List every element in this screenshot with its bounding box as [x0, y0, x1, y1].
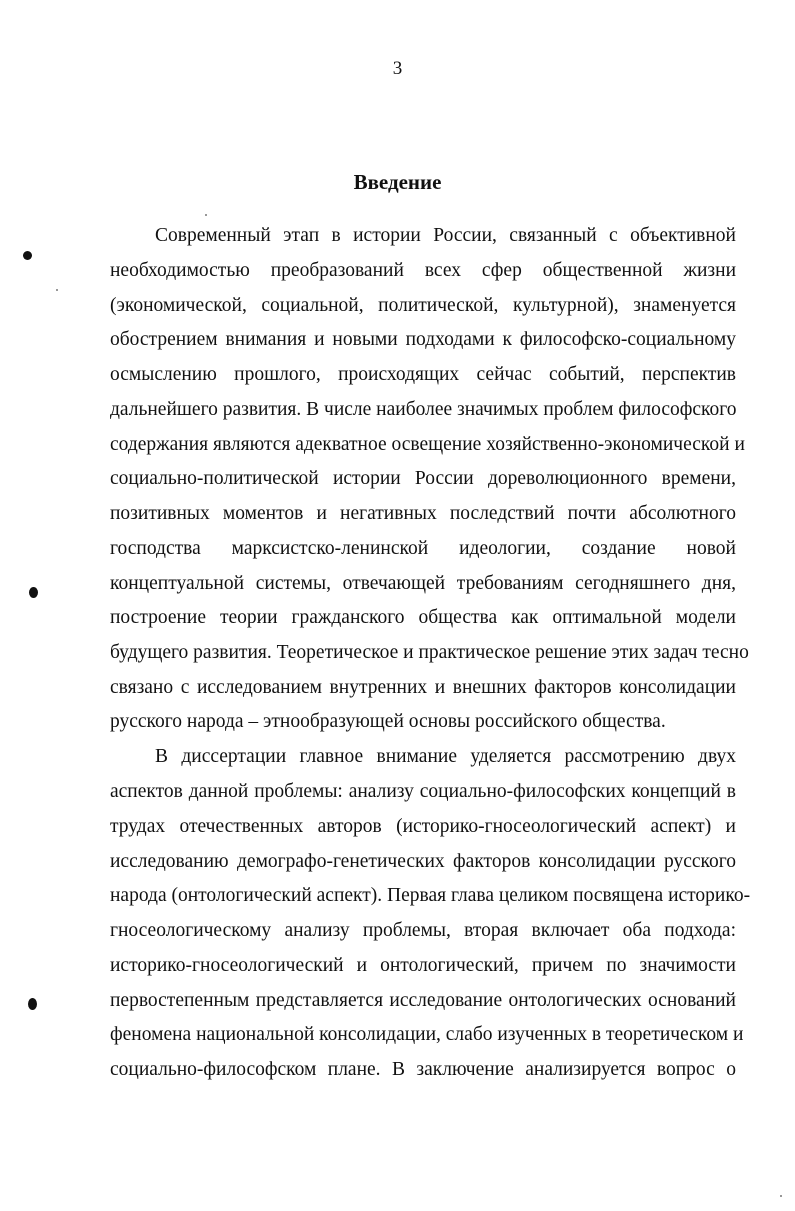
text-line: господства марксистско-ленинской идеологии, создание новой	[110, 538, 736, 559]
scan-speck	[56, 289, 58, 291]
text-line: связано с исследованием внутренних и внешних факторов консолидации	[110, 677, 736, 698]
text-line: исследованию демографо-генетических факторов консолидации русского	[110, 851, 736, 872]
text-line: историко-гносеологический и онтологический, причем по значимости	[110, 955, 736, 976]
text-line: построение теории гражданского общества как оптимальной модели	[110, 607, 736, 628]
text-line: необходимостью преобразований всех сфер общественной жизни	[110, 260, 736, 281]
text-line: народа (онтологический аспект). Первая глава целиком посвящена историко-	[110, 885, 751, 906]
text-line: социально-политической истории России дореволюционного времени,	[110, 468, 736, 489]
text-line: (экономической, социальной, политической, культурной), знаменуется	[110, 295, 736, 316]
text-line: феномена национальной консолидации, слабо изученных в теоретическом и	[110, 1024, 744, 1045]
text-line: позитивных моментов и негативных последствий почти абсолютного	[110, 503, 736, 524]
text-line: В диссертации главное внимание уделяется рассмотрению двух	[155, 746, 736, 767]
text-line: осмыслению прошлого, происходящих сейчас событий, перспектив	[110, 364, 736, 385]
text-line: первостепенным представляется исследование онтологических оснований	[110, 990, 736, 1011]
text-line: обострением внимания и новыми подходами к философско-социальному	[110, 329, 736, 350]
scan-speck	[205, 214, 207, 216]
text-line: Современный этап в истории России, связанный с объективной	[155, 225, 736, 246]
text-line: гносеологическому анализу проблемы, вторая включает оба подхода:	[110, 920, 736, 941]
text-line: социально-философском плане. В заключение анализируется вопрос о	[110, 1059, 736, 1080]
binder-hole-mark	[23, 251, 32, 260]
text-line: дальнейшего развития. В числе наиболее значимых проблем философского	[110, 399, 737, 420]
text-line: будущего развития. Теоретическое и практическое решение этих задач тесно	[110, 642, 749, 663]
section-heading: Введение	[353, 170, 442, 194]
page-number: 3	[392, 58, 403, 79]
text-line: концептуальной системы, отвечающей требованиям сегодняшнего дня,	[110, 573, 736, 594]
text-line: аспектов данной проблемы: анализу социально-философских концепций в	[110, 781, 736, 802]
text-line: содержания являются адекватное освещение хозяйственно-экономической и	[110, 434, 745, 455]
text-line: русского народа – этнообразующей основы российского общества.	[110, 711, 666, 732]
text-line: трудах отечественных авторов (историко-гносеологический аспект) и	[110, 816, 736, 837]
scan-speck	[780, 1195, 782, 1197]
binder-hole-mark	[29, 587, 38, 598]
binder-hole-mark	[28, 998, 37, 1010]
